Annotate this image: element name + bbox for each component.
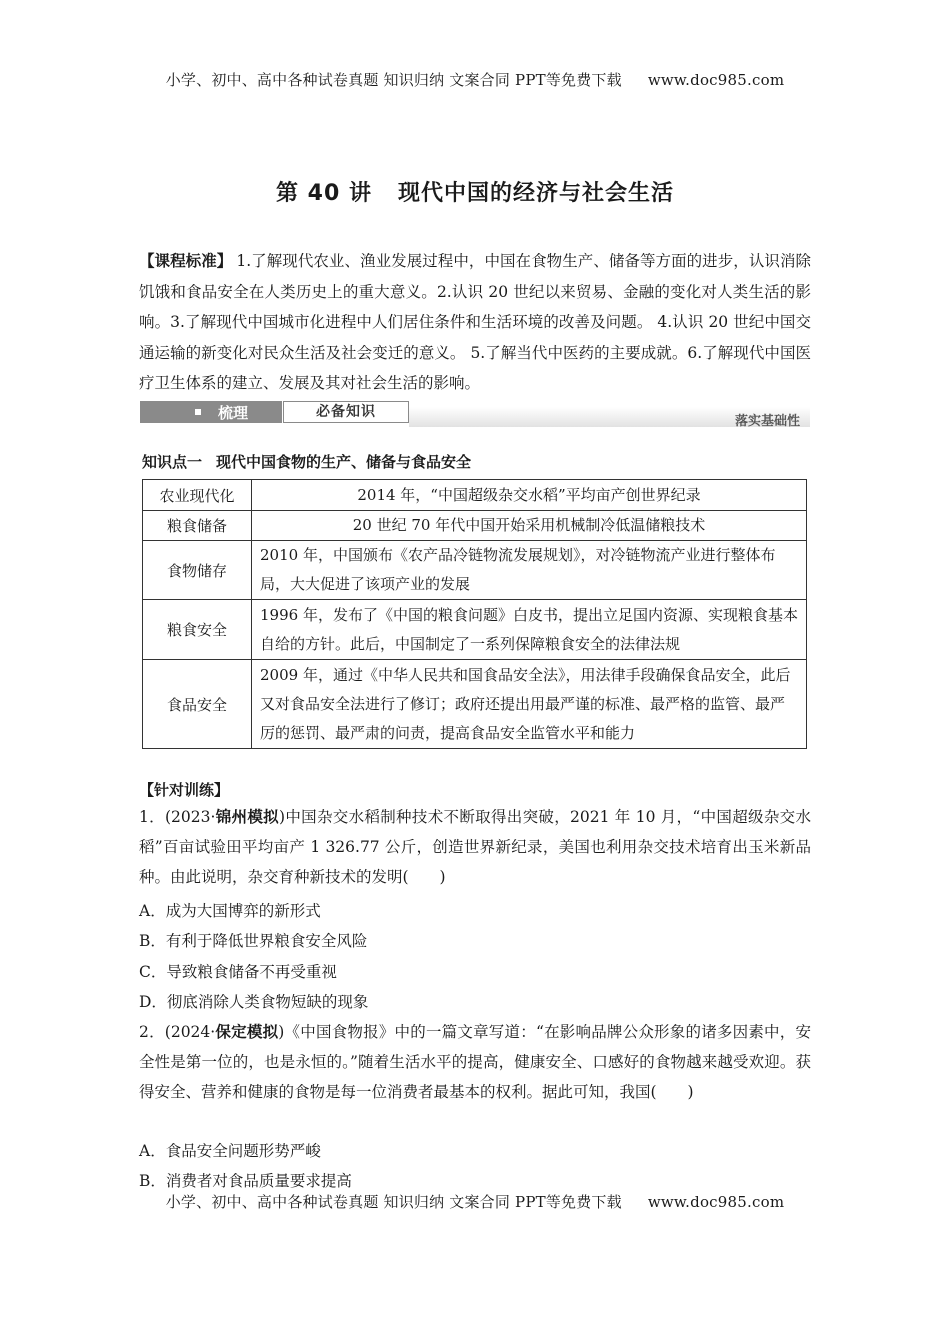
table-row (143, 600, 807, 660)
table-row (143, 511, 807, 541)
question-2-body: )《中国食物报》中的一篇文章写道：“在影响品牌公众形象的诸多因素中，安全性是第一位的，也是永恒的。”随着生活水平的提高，健康安全、口感好的食物越来越受欢迎。获得安全、营养和健康的食物是每一位消费者最基本的权利。据此可知，我国( ) (139, 1023, 811, 1101)
banner-right-label: 落实基础性 (734, 414, 800, 429)
practice-label: 【针对训练】 (139, 781, 230, 799)
table-row (143, 660, 807, 749)
table-row-content: 2010 年，中国颁布《农产品冷链物流发展规划》，对冷链物流产业进行整体布局，大大促进了该项产业的发展 (252, 541, 807, 600)
table-row-label: 粮食安全 (143, 600, 252, 660)
header-text: 小学、初中、高中各种试卷真题 知识归纳 文案合同 PPT等免费下载 (165, 71, 622, 89)
footer-url[interactable]: www.doc985.com (647, 1193, 785, 1211)
section-banner (140, 401, 810, 428)
table-row-content: 2009 年，通过《中华人民共和国食品安全法》，用法律手段确保食品安全，此后又对食品安全法进行了修订；政府还提出用最严谨的标准、最严格的监管、最严厉的惩罚、最严肃的问责，提高食品安全监管水平和能力 (252, 660, 807, 749)
table-row-label: 食品安全 (143, 660, 252, 749)
question-1-option-a[interactable]: A．成为大国博弈的新形式 (139, 902, 321, 920)
table-row-label: 农业现代化 (143, 480, 252, 511)
header-url[interactable]: www.doc985.com (647, 71, 785, 89)
question-2 (139, 1017, 811, 1107)
course-standard-text: 1.了解现代农业、渔业发展过程中，中国在食物生产、储备等方面的进步，认识消除饥饿和食品安全在人类历史上的重大意义。2.认识 20 世纪以来贸易、金融的变化对人类生活的影响。3.了解现代中国城市化进程中人们居住条件和生活环境的改善及问题。 4.认识 20 世纪中国交通运输的新变化对民众生活及社会变迁的意义。 5.了解当代中医药的主要成就。6.了解现代中国医疗卫生体系的建立、发展及其对社会生活的影响。 (139, 252, 811, 392)
question-2-option-a[interactable]: A．食品安全问题形势严峻 (139, 1142, 321, 1160)
question-2-option-b[interactable]: B．消费者对食品质量要求提高 (139, 1172, 352, 1190)
table-row-content: 1996 年，发布了《中国的粮食问题》白皮书，提出立足国内资源、实现粮食基本自给的方针。此后，中国制定了一系列保障粮食安全的法律法规 (252, 600, 807, 660)
question-1-source: 锦州模拟 (215, 808, 279, 826)
square-bullet-icon (195, 409, 201, 415)
question-1-option-d[interactable]: D．彻底消除人类食物短缺的现象 (139, 993, 369, 1011)
table-row (143, 541, 807, 600)
table-row-content: 2014 年，“中国超级杂交水稻”平均亩产创世界纪录 (252, 480, 807, 511)
question-2-prefix: 2．(2024· (139, 1023, 216, 1041)
question-2-source: 保定模拟 (215, 1023, 279, 1041)
knowledge-point-title: 现代中国食物的生产、储备与食品安全 (216, 453, 472, 471)
table-row-content: 20 世纪 70 年代中国开始采用机械制冷低温储粮技术 (252, 511, 807, 541)
lecture-number: 第 40 讲 (276, 181, 372, 206)
table-row-label: 粮食储备 (143, 511, 252, 541)
knowledge-table (142, 479, 807, 749)
question-1-body: )中国杂交水稻制种技术不断取得出突破，2021 年 10 月，“中国超级杂交水稻”百亩试验田平均亩产 1 326.77 公斤，创造世界新纪录，美国也利用杂交技术培育出玉米新品种。由此说明，杂交育种新技术的发明( ) (139, 808, 811, 886)
question-1-prefix: 1．(2023· (139, 808, 216, 826)
banner-bar (140, 401, 282, 423)
question-1-option-c[interactable]: C．导致粮食储备不再受重视 (139, 963, 337, 981)
footer-text: 小学、初中、高中各种试卷真题 知识归纳 文案合同 PPT等免费下载 (165, 1193, 622, 1211)
banner-left-label: 梳理 (218, 404, 249, 422)
question-1 (139, 802, 811, 892)
lecture-title (0, 176, 950, 207)
knowledge-point-heading (142, 451, 471, 472)
banner-tag: 必备知识 (283, 401, 409, 423)
table-row-label: 食物储存 (143, 541, 252, 600)
lecture-title-text: 现代中国的经济与社会生活 (397, 181, 674, 206)
page-header (0, 69, 950, 90)
page-footer (0, 1191, 950, 1212)
question-1-option-b[interactable]: B．有利于降低世界粮食安全风险 (139, 932, 368, 950)
table-row (143, 480, 807, 511)
course-standard (139, 246, 811, 399)
course-standard-label: 【课程标准】 (139, 252, 233, 270)
knowledge-point-number: 知识点一 (142, 453, 203, 471)
